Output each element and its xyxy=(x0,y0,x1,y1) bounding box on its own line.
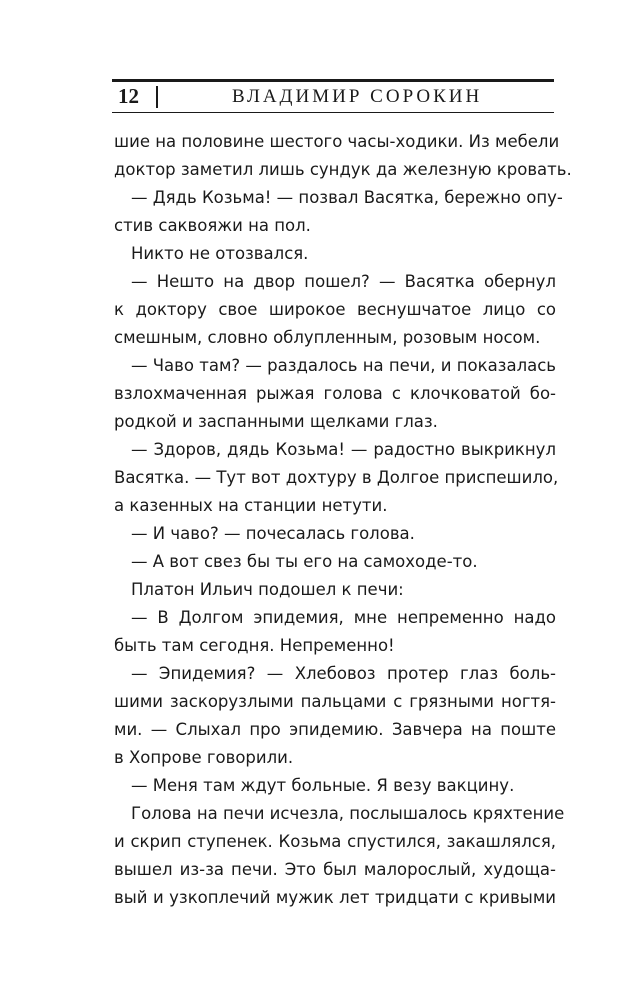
text-line: — Здоров, дядь Козьма! — радостно выкрикнул xyxy=(131,440,556,459)
running-head-author: ВЛАДИМИР СОРОКИН xyxy=(232,86,483,107)
text-line: в Хопрове говорили. xyxy=(114,748,294,767)
text-line: Голова на печи исчезла, послышалось кряхтение xyxy=(131,804,565,823)
text-line: Платон Ильич подошел к печи: xyxy=(131,580,404,599)
text-line: — А вот свез бы ты его на самоходе-то. xyxy=(131,552,478,571)
header-bottom-rule xyxy=(112,112,554,113)
text-line: а казенных на станции нетути. xyxy=(114,496,388,515)
text-line: — Чаво там? — раздалось на печи, и показалась xyxy=(131,356,557,375)
header-top-rule xyxy=(112,79,554,82)
text-line: — И чаво? — почесалась голова. xyxy=(131,524,415,543)
text-line: Васятка. — Тут вот дохтуру в Долгое приспешило, xyxy=(114,468,559,487)
text-line: — Нешто на двор пошел? — Васятка обернул xyxy=(131,272,556,291)
text-line: вый и узкоплечий мужик лет тридцати с кривыми xyxy=(114,888,556,907)
text-line: быть там сегодня. Непременно! xyxy=(114,636,395,655)
text-line: — Эпидемия? — Хлебовоз протер глаз боль- xyxy=(131,664,556,683)
text-line: доктор заметил лишь сундук да железную кровать. xyxy=(114,160,572,179)
text-line: шими заскорузлыми пальцами с грязными ногтя- xyxy=(114,692,556,711)
text-line: — Дядь Козьма! — позвал Васятка, бережно опу- xyxy=(131,188,563,207)
text-line: и скрип ступенек. Козьма спустился, закашлялся, xyxy=(114,832,556,851)
text-line: родкой и заспанными щелками глаз. xyxy=(114,412,438,431)
text-line: к доктору свое широкое веснушчатое лицо со xyxy=(114,300,556,319)
body-text xyxy=(114,128,572,912)
text-line: стив саквояжи на пол. xyxy=(114,216,311,235)
text-line: — Меня там ждут больные. Я везу вакцину. xyxy=(131,776,515,795)
text-line: — В Долгом эпидемия, мне непременно надо xyxy=(131,608,556,627)
text-line: вышел из-за печи. Это был малорослый, худоща- xyxy=(114,860,556,879)
text-line: Никто не отозвался. xyxy=(131,244,309,263)
text-line: шие на половине шестого часы-ходики. Из мебели xyxy=(114,132,560,151)
text-line: ми. — Слыхал про эпидемию. Завчера на поште xyxy=(114,720,556,739)
text-line: взлохмаченная рыжая голова с клочковатой бо- xyxy=(114,384,556,403)
text-line: смешным, словно облупленным, розовым носом. xyxy=(114,328,541,347)
page-number: 12 xyxy=(118,84,139,108)
header-separator xyxy=(156,86,158,108)
